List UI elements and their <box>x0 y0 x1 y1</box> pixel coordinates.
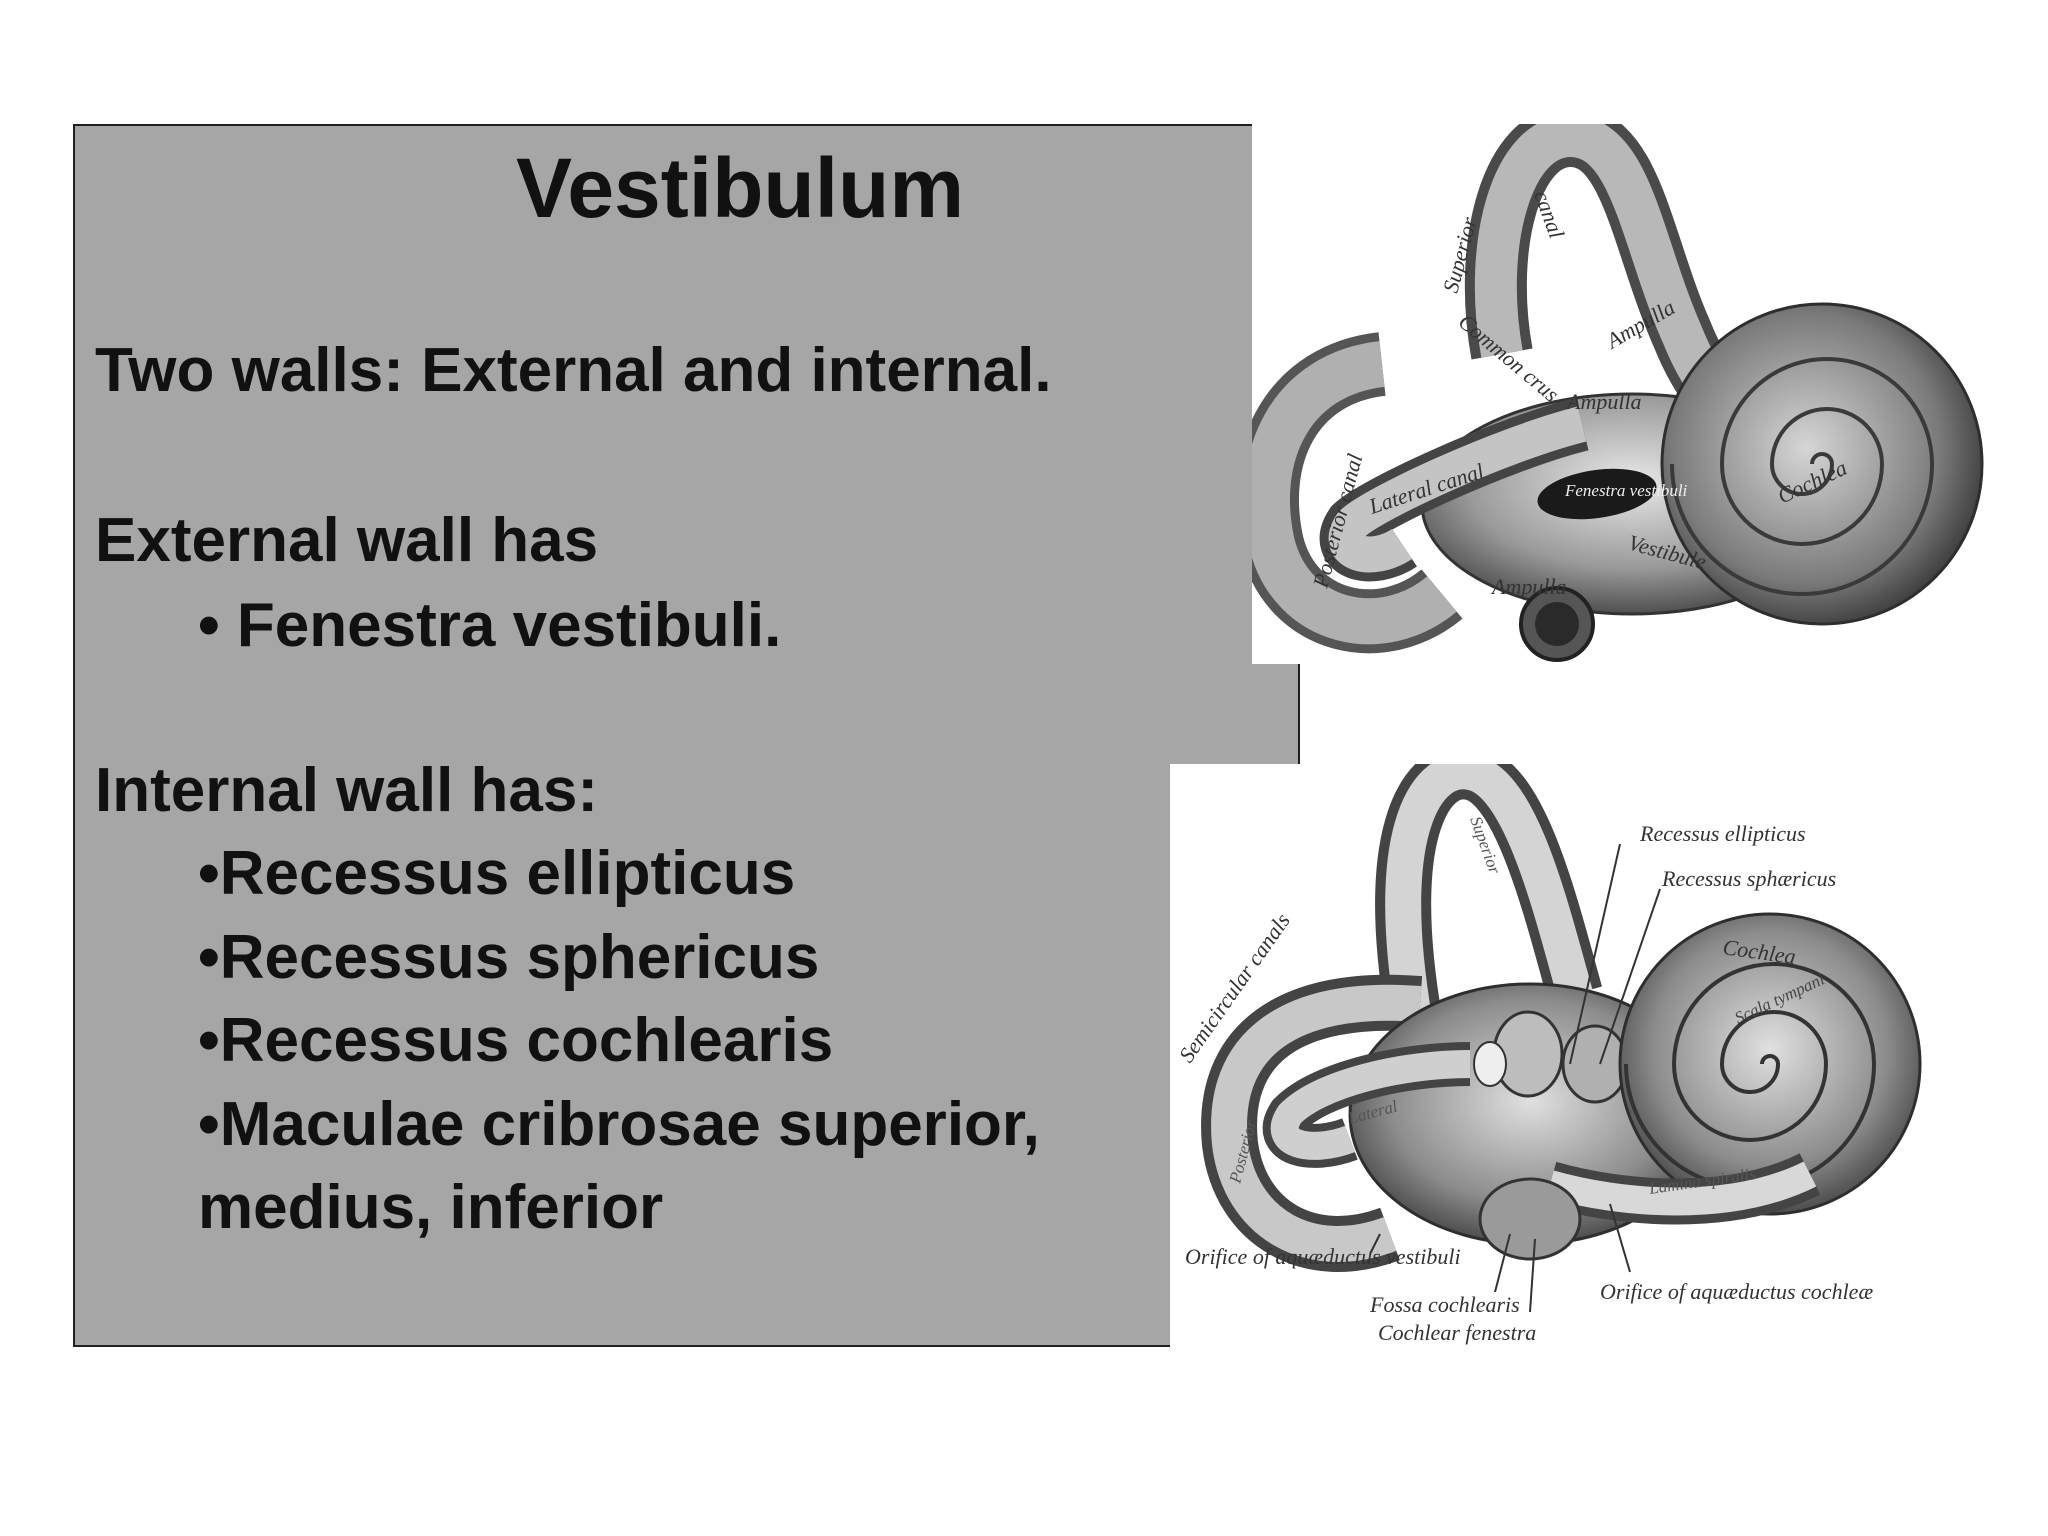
label-vestibule: Vestibule <box>1625 529 1709 575</box>
slide-title: Vestibulum <box>515 141 965 235</box>
label-lateral-b: Lateral <box>1346 1096 1400 1128</box>
internal-wall-heading: Internal wall has: <box>95 756 599 825</box>
label-lamina-spiralis: Lamina spiralis <box>1647 1164 1757 1198</box>
label-cochlea-b: Cochlea <box>1721 934 1798 970</box>
maculae-cribrosae-bullet: •Maculae cribrosae superior, <box>198 1090 1040 1159</box>
label-ampulla-1: Ampulla <box>1602 294 1680 354</box>
label-posterior-canal: Posterior canal <box>1307 451 1368 591</box>
label-ampulla-2: Ampulla <box>1567 389 1642 414</box>
label-ampulla-3: Ampulla <box>1492 574 1567 599</box>
label-fenestra-vestibuli: Fenestra vestibuli <box>1565 481 1688 500</box>
label-scala-tympani: Scala tympani <box>1731 969 1828 1028</box>
text-panel <box>73 124 1300 1347</box>
label-posterior-b: Posterior <box>1225 1118 1261 1186</box>
label-fossa-cochlearis: Fossa cochlearis <box>1370 1292 1520 1317</box>
label-superior-b: Superior <box>1466 813 1505 877</box>
label-cochlear-fenestra: Cochlear fenestra <box>1378 1320 1537 1345</box>
two-walls-text: Two walls: External and internal. <box>95 336 1052 405</box>
maculae-cribrosae-continuation: medius, inferior <box>198 1173 664 1242</box>
label-lateral-canal: Lateral canal <box>1365 458 1487 519</box>
label-recessus-sphaericus: Recessus sphæricus <box>1662 866 1837 891</box>
labyrinth-interior-illustration <box>1170 764 1940 1364</box>
recessus-cochlearis-bullet: •Recessus cochlearis <box>198 1006 834 1075</box>
external-wall-heading: External wall has <box>95 506 599 575</box>
label-canal: canal <box>1529 187 1570 242</box>
label-common-crus: Common crus <box>1453 308 1564 407</box>
recessus-sphericus-bullet: •Recessus sphericus <box>198 923 820 992</box>
label-semicircular-canals: Semicircular canals <box>1173 908 1295 1067</box>
label-orifice-vestibuli: Orifice of aquæductus vestibuli <box>1185 1244 1461 1269</box>
label-cochlea: Cochlea <box>1773 454 1851 509</box>
fenestra-vestibuli-bullet: • Fenestra vestibuli. <box>198 591 782 660</box>
label-superior: Superior <box>1437 214 1482 296</box>
label-orifice-cochleae: Orifice of aquæductus cochleæ <box>1600 1279 1874 1304</box>
recessus-ellipticus-bullet: •Recessus ellipticus <box>198 839 796 908</box>
label-recessus-ellipticus: Recessus ellipticus <box>1640 821 1806 846</box>
